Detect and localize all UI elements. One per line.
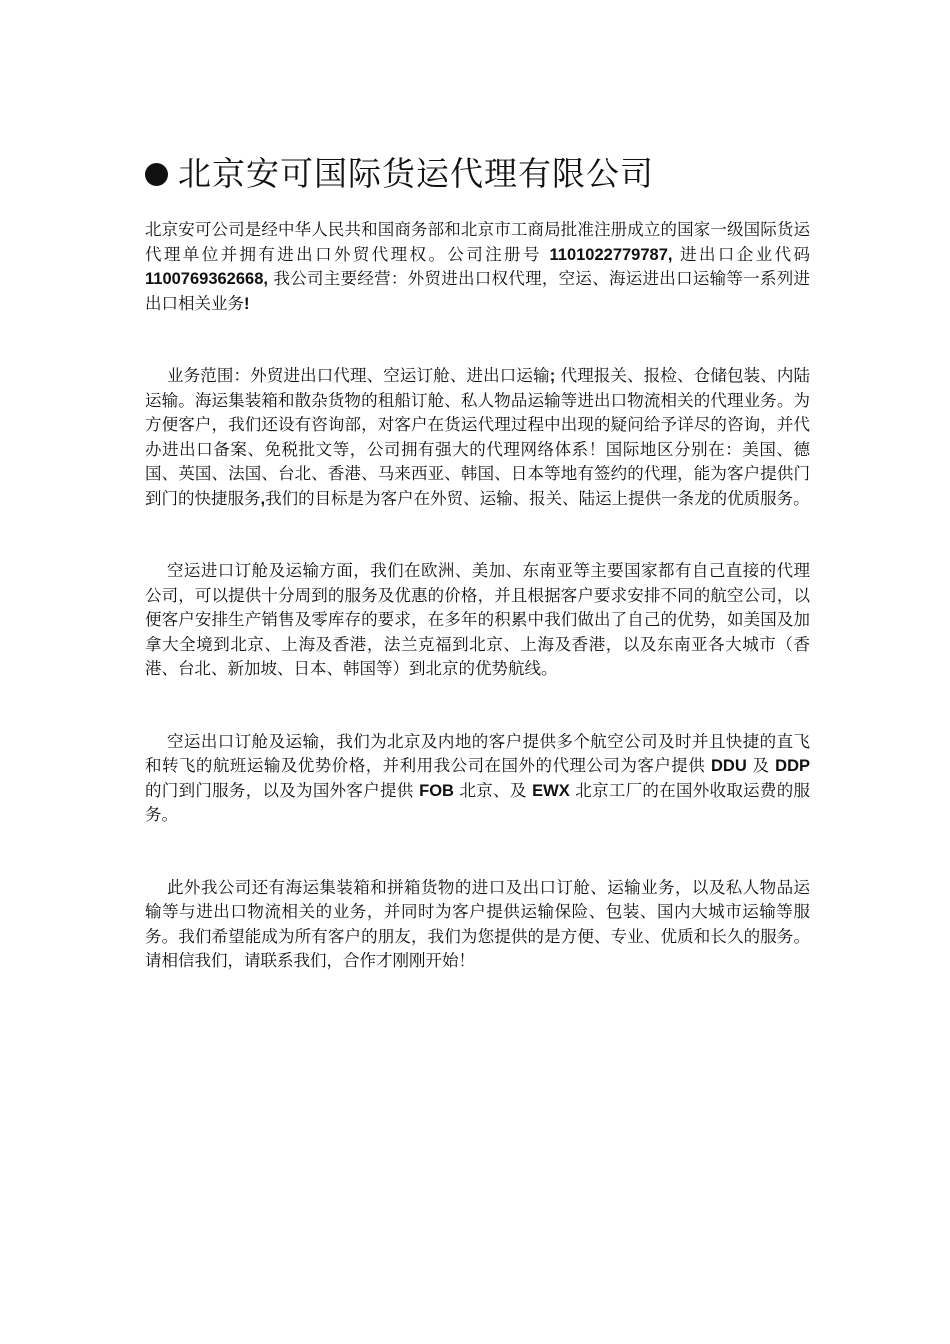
paragraph-air-import: 空运进口订舱及运输方面，我们在欧洲、美加、东南亚等主要国家都有自己直接的代理公司，可以提供十分周到的服务及优惠的价格，并且根据客户要求安排不同的航空公司，以便客户安排生产销售及零库存的要求，在多年的积累中我们做出了自己的优势，如美国及加拿大全境到北京、上海及香港，法兰克福到北京、上海及香港，以及东南亚各大城市（香港、台北、新加坡、日本、韩国等）到北京的优势航线。 [145,561,810,678]
paragraph-other-services: 此外我公司还有海运集装箱和拼箱货物的进口及出口订舱、运输业务，以及私人物品运输等与进出口物流相关的业务，并同时为客户提供运输保险、包装、国内大城市运输等服务。我们希望能成为所有客户的朋友，我们为您提供的是方便、专业、优质和长久的服务。请相信我们，请联系我们，合作才刚刚开始！ [145,877,810,970]
term-ddu: DDU [710,757,747,775]
paragraph-business-scope [145,364,810,511]
text-run: 北京、及 [453,780,533,800]
paragraph-company-intro [145,218,810,316]
registration-number: 1101022779787, [549,245,673,264]
text-run: 北京工厂的在国外收取运费的服务。 [145,780,810,824]
document-page [145,150,810,974]
document-title [145,150,810,198]
text-run: 的门到门服务，以及为国外客户提供 [145,780,420,800]
text-run: 进出口企业代码 [672,244,810,264]
enterprise-code: 1100769362668, [145,270,268,288]
bullet-icon [145,163,168,186]
text-run: 我公司主要经营：外贸进出口权代理，空运、海运进出口运输等一系列进出口相关业务 [145,269,810,313]
text-run: ! [244,294,250,313]
paragraph-air-export [145,730,810,828]
text-run: 业务范围：外贸进出口代理、空运订舱、进出口运输 [167,366,550,385]
text-run: 代理报关、报检、仓储包装、内陆运输。海运集装箱和散杂货物的租船订舱、私人物品运输等进出口物流相关的代理业务。为方便客户，我们还设有咨询部，对客户在货运代理过程中出现的疑问给予详尽的咨询，并代办进出口备案、免税批文等，公司拥有强大的代理网络体系！国际地区分别在：美国、德国、英国、法国、台北、香港、马来西亚、韩国、日本等地有签约的代理，能为客户提供门到门的快捷服务 [145,366,811,508]
term-ddp: DDP [775,757,810,775]
text-run: 空运出口订舱及运输，我们为北京及内地的客户提供多个航空公司及时并且快捷的直飞和转飞的航班运输及优势价格，并利用我公司在国外的代理公司为客户提供 [145,731,810,775]
term-ewx: EWX [532,781,570,800]
text-run: ; [549,367,556,385]
document-title-text: 北京安可国际货运代理有限公司 [178,154,654,193]
text-run: 我们的目标是为客户在外贸、运输、报关、陆运上提供一条龙的优质服务。 [265,488,810,508]
text-run: , [260,489,266,508]
text-run: 及 [746,756,776,775]
term-fob: FOB [419,781,454,800]
text-run: 北京安可公司是经中华人民共和国商务部和北京市工商局批准注册成立的国家一级国际货运代理单位并拥有进出口外贸代理权。公司注册号 [145,220,810,264]
